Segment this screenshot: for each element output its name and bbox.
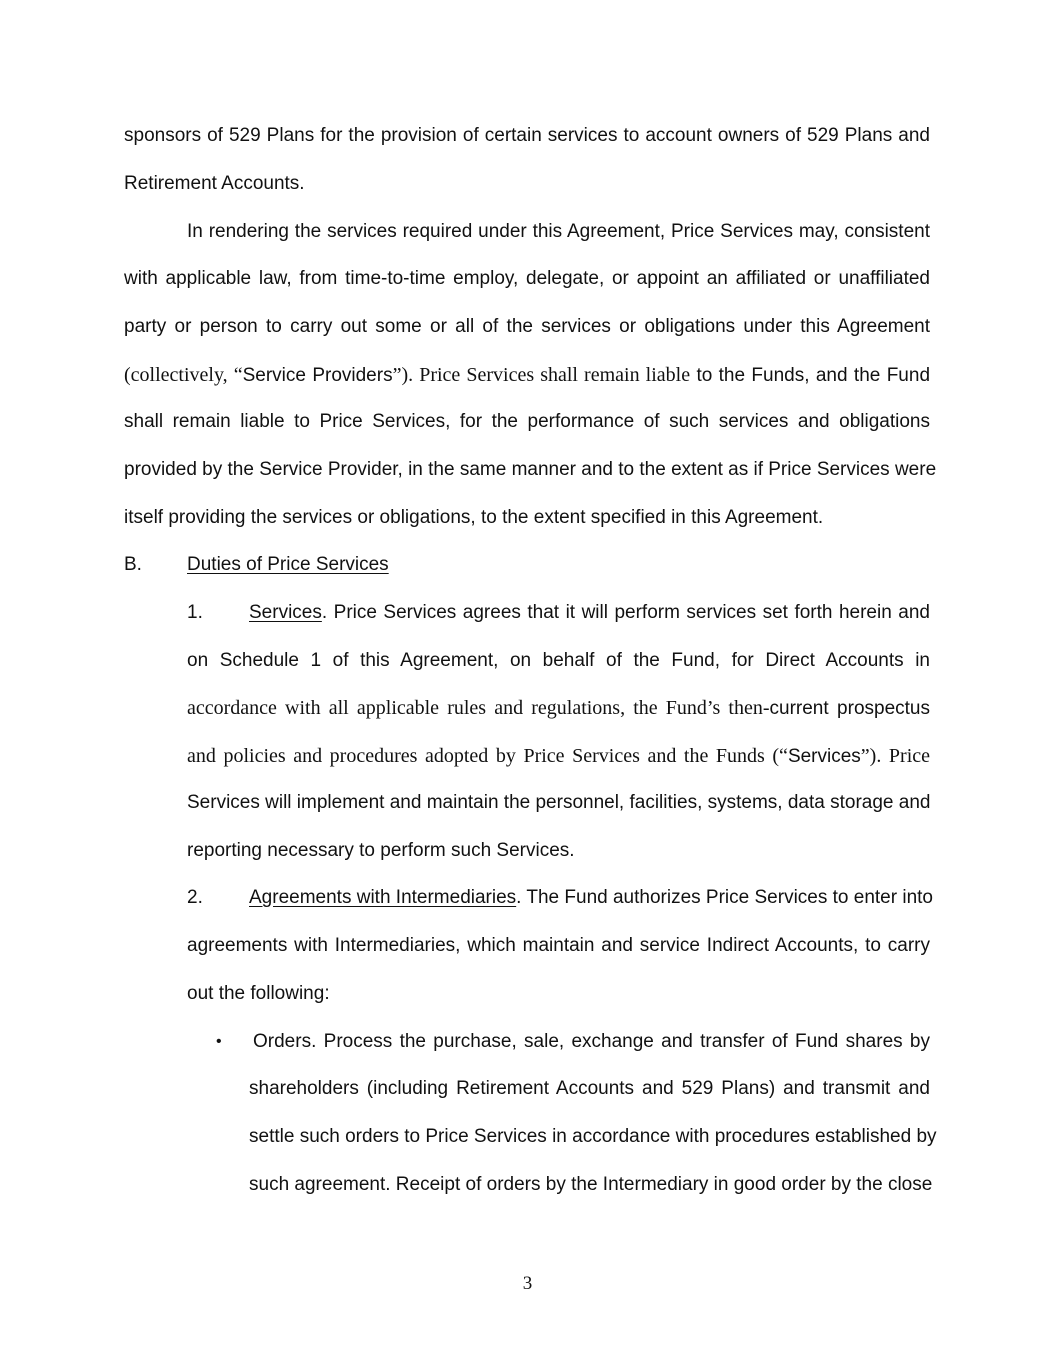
item-1-line-3-sans: current prospectus	[769, 698, 930, 719]
item-2-number: 2.	[187, 887, 203, 908]
item-2-line-2: agreements with Intermediaries, which maintain and service Indirect Accounts, to carry	[187, 935, 930, 956]
item-1-line-3-serif: accordance with all applicable rules and regulations, the Fund’s then-	[187, 697, 770, 719]
defined-term-services: Services	[787, 746, 861, 767]
section-heading-text: Duties of Price Services	[187, 554, 389, 575]
page-number: 3	[522, 1273, 533, 1294]
bullet-1-line-2: shareholders (including Retirement Accounts and 529 Plans) and transmit and	[249, 1078, 930, 1099]
paragraph-2-line-5: shall remain liable to Price Services, for the performance of such services and obligations	[124, 411, 930, 432]
defined-term-service-providers: Service Providers	[242, 365, 393, 386]
paragraph-2-line-4	[124, 363, 930, 387]
bullet-1-line-4: such agreement. Receipt of orders by the Intermediary in good order by the close	[249, 1174, 933, 1195]
section-heading	[187, 553, 389, 577]
bullet-1-first-line-text: . Process the purchase, sale, exchange and transfer of Fund shares by	[311, 1031, 930, 1052]
bullet-icon: •	[216, 1033, 222, 1050]
section-letter: B.	[124, 554, 142, 575]
item-1-number: 1.	[187, 602, 203, 623]
item-1-first-line-text: . Price Services agrees that it will perform services set forth herein and	[321, 602, 930, 623]
paragraph-2-line-2: with applicable law, from time-to-time employ, delegate, or appoint an affiliated or unaffiliated	[124, 268, 930, 289]
item-1-line-6: reporting necessary to perform such Services.	[187, 840, 575, 861]
paragraph-2-line-7: itself providing the services or obligations, to the extent specified in this Agreement.	[124, 507, 824, 528]
paragraph-2-line-6: provided by the Service Provider, in the same manner and to the extent as if Price Services were	[124, 459, 937, 480]
paragraph-1-line-2: Retirement Accounts.	[124, 173, 305, 194]
item-1-line-4	[187, 744, 930, 768]
item-1-line-5: Services will implement and maintain the personnel, facilities, systems, data storage and	[187, 792, 931, 813]
item-2-line-1	[249, 886, 933, 910]
item-2-first-line-text: . The Fund authorizes Price Services to enter into	[516, 887, 933, 908]
item-1-line-2: on Schedule 1 of this Agreement, on behalf of the Fund, for Direct Accounts in	[187, 650, 930, 671]
item-1-line-1	[249, 601, 930, 625]
item-2-line-3: out the following:	[187, 983, 330, 1004]
mixed-text-serif-b: ”). Price Services shall remain liable	[392, 364, 691, 386]
paragraph-2-line-1: In rendering the services required under this Agreement, Price Services may, consistent	[187, 221, 930, 242]
item-1-line-4-serif-a: and policies and procedures adopted by Price Services and the Funds (“	[187, 745, 788, 767]
item-2-title: Agreements with Intermediaries	[249, 887, 517, 908]
item-1-line-3	[187, 696, 930, 720]
paragraph-1-line-1: sponsors of 529 Plans for the provision of certain services to account owners of 529 Plans and	[124, 125, 930, 146]
bullet-1-title: Orders	[253, 1031, 312, 1052]
mixed-text-serif-a: (collectively, “	[124, 364, 243, 386]
item-1-title: Services	[249, 602, 322, 623]
paragraph-2-line-3: party or person to carry out some or all of the services or obligations under this Agreement	[124, 316, 930, 337]
mixed-text-sans: to the Funds, and the Fund	[690, 365, 931, 386]
bullet-1-line-1	[253, 1030, 930, 1054]
item-1-line-4-serif-b: ”). Price	[860, 745, 931, 767]
bullet-1-line-3: settle such orders to Price Services in accordance with procedures established by	[249, 1126, 937, 1147]
